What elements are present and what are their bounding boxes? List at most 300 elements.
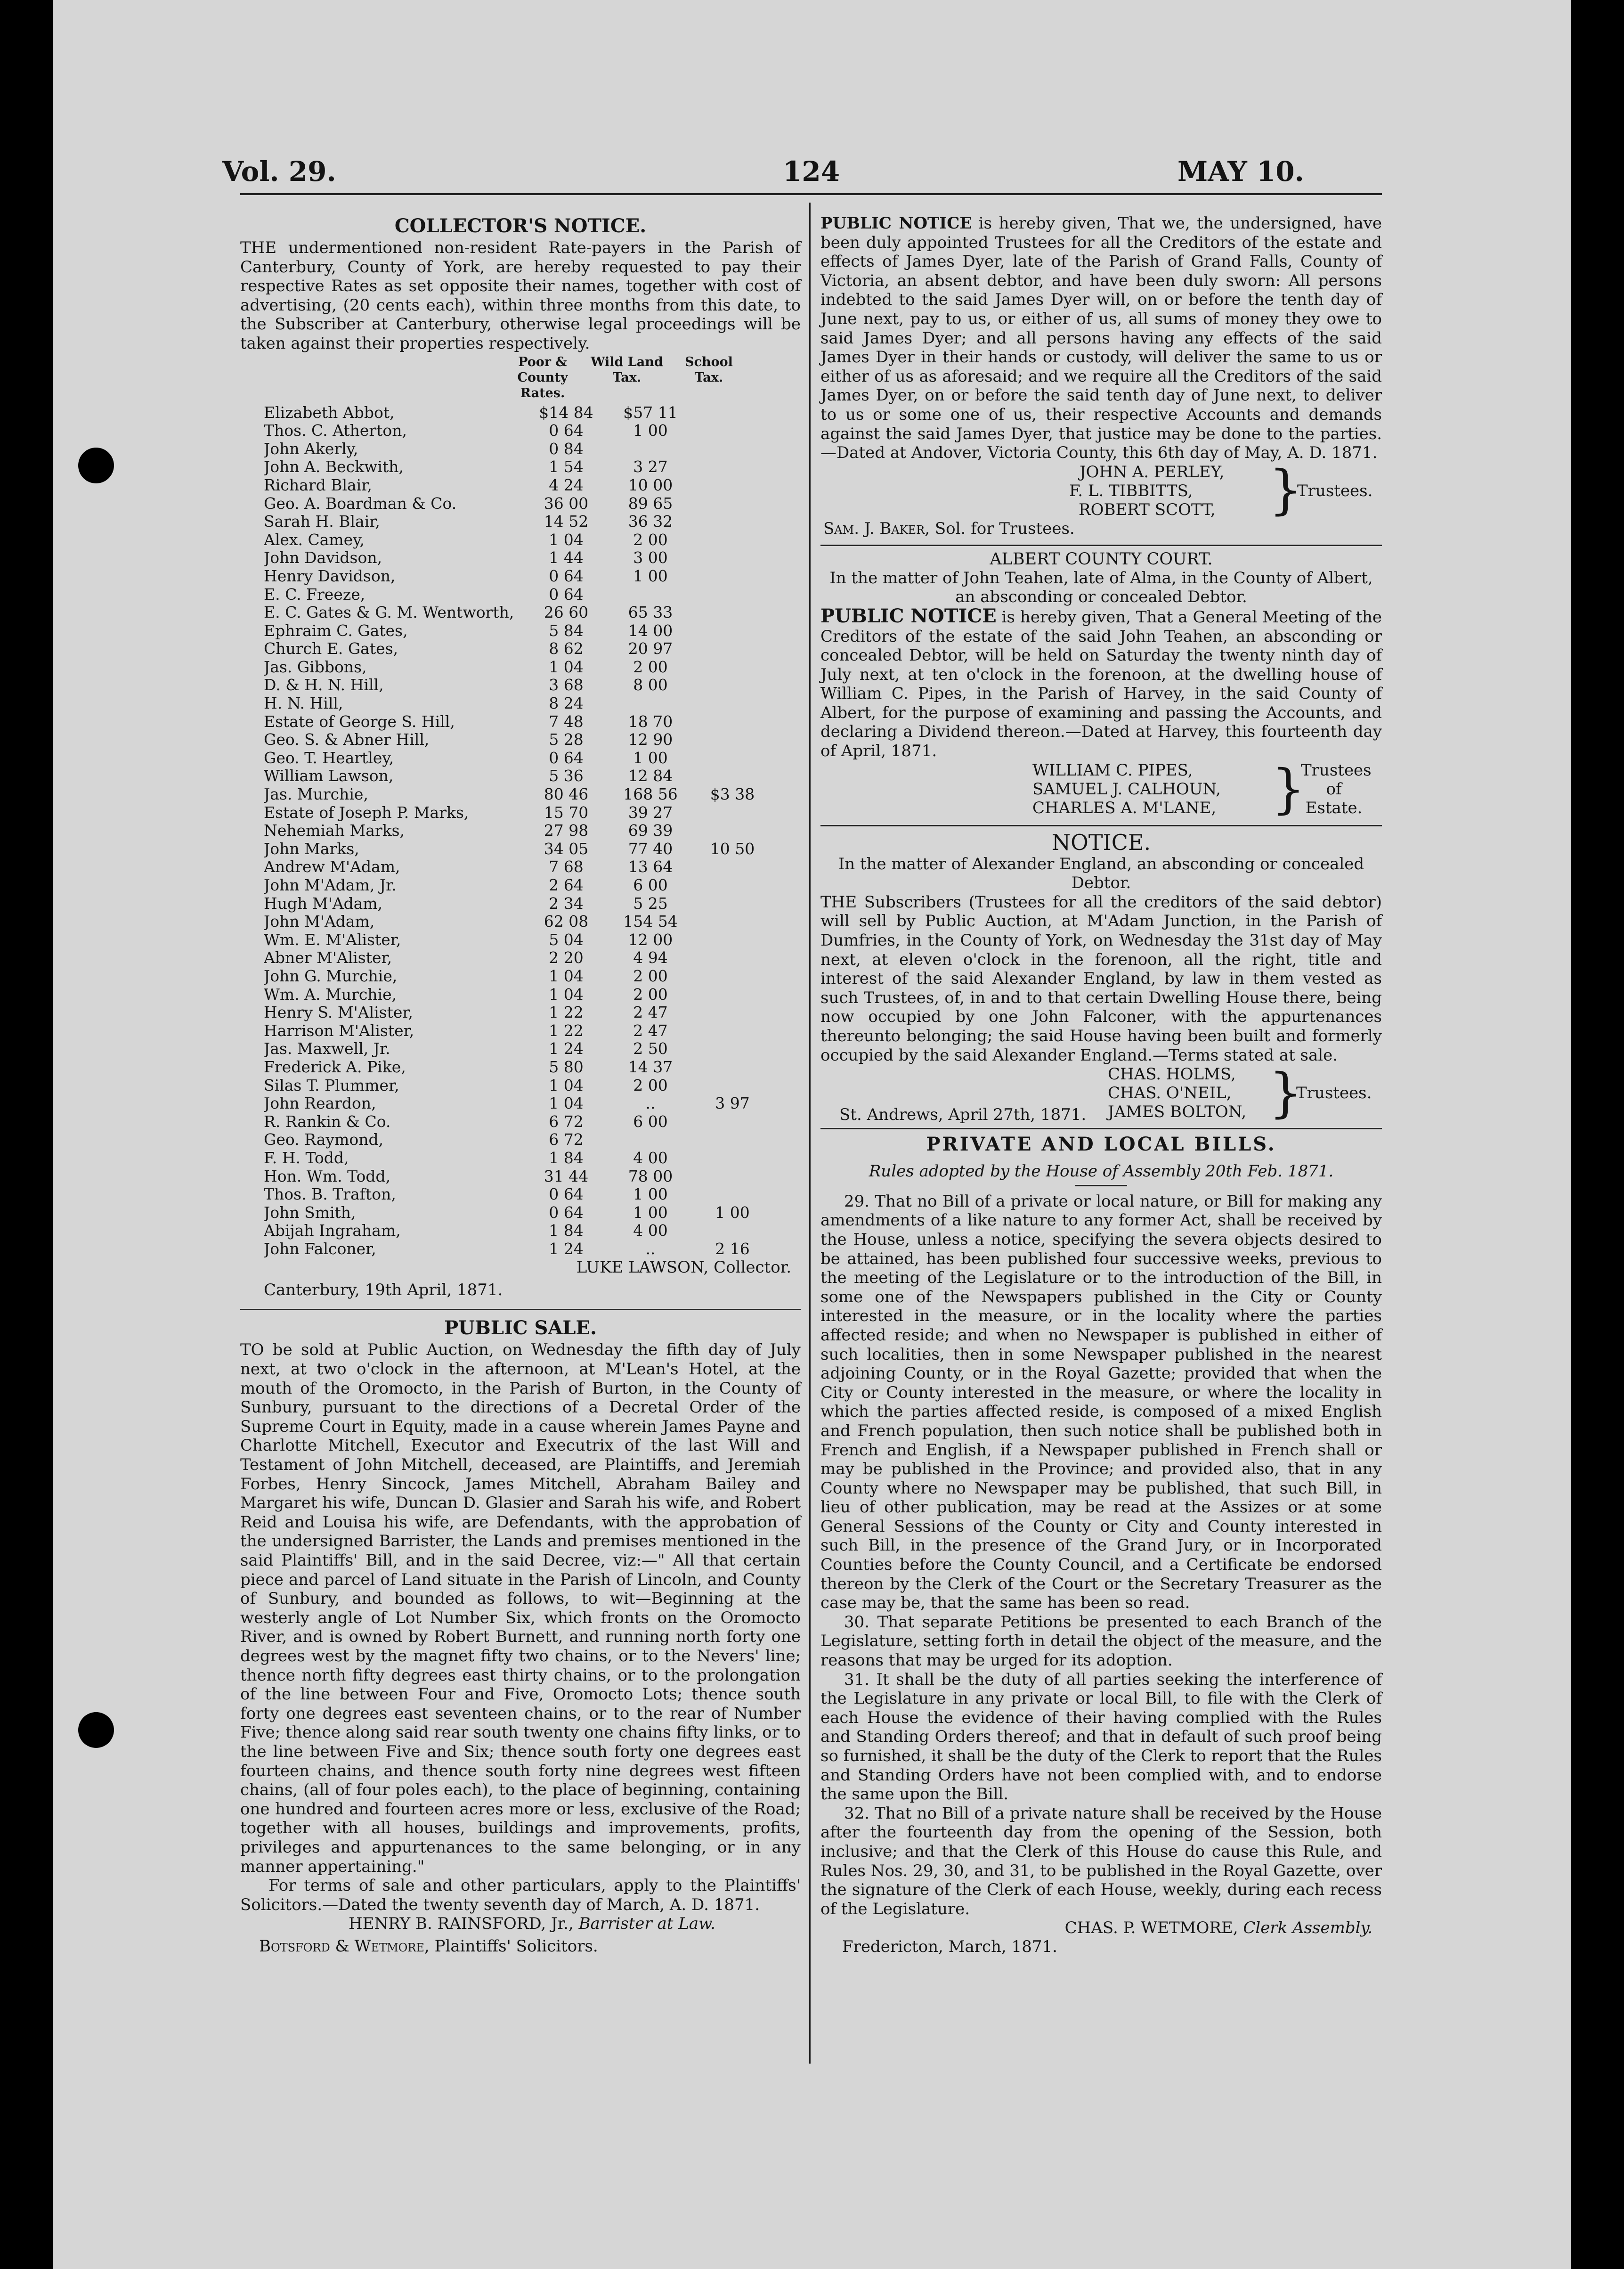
ratepayer-row <box>264 822 801 840</box>
school-tax <box>692 422 772 440</box>
ratepayer-name: John G. Murchie, <box>264 967 398 985</box>
ratepayer-row <box>264 1113 801 1131</box>
poor-county-rate: 1 04 <box>549 985 584 1004</box>
ratepayer-name: Estate of George S. Hill, <box>264 712 455 731</box>
ratepayer-row <box>264 731 801 749</box>
school-tax <box>692 713 772 731</box>
school-tax: 3 97 <box>715 1094 750 1113</box>
wild-land-tax: .. <box>645 1094 656 1113</box>
ratepayer-row <box>264 1222 801 1240</box>
ratepayer-row <box>264 767 801 785</box>
ratepayer-name: Hon. Wm. Todd, <box>264 1167 391 1185</box>
school-tax <box>692 658 772 677</box>
wild-land-tax <box>609 1131 692 1149</box>
rule-29: 29. That no Bill of a private or local nature, or Bill for making any amendments of a like nature to any former Act, shall be received by the House, unless a notice, specifying the severa objects desired to be attained, has been published four successive weeks, previous to the meeting of the Legislature or to the introduction of the Bill, in some one of the Newspapers published in the City or County interested in the measure, or in the locality where the parties affected reside; and when no Newspaper is published in either of such localities, then in some Newspaper published in the nearest adjoining County, or in the Royal Gazette; provided that when the City or County interested in the measure, or where the locality in which the parties affected reside, is composed of a mixed English and French population, then such notice shall be published both in French and English, if a Newspaper published in French shall or may be published in the Province; and provided also, that in any County where no Newspaper may be published, that such Bill, in lieu of other publication, may be read at the Assizes or at some General Sessions of the County or City and County interested in such Bill, in the presence of the Grand Jury, or in Incorporated Counties before the County Council, and a Certificate be endorsed thereon by the Clerk of the Court or the Secretary Treasurer as the case may be, that the same has been so read. <box>820 1192 1382 1613</box>
poor-county-rate: 8 24 <box>549 694 584 713</box>
school-tax <box>692 949 772 967</box>
trustee-name: WILLIAM C. PIPES, <box>1032 760 1193 780</box>
poor-county-rate: 0 64 <box>549 1185 584 1204</box>
school-tax <box>692 404 772 422</box>
albert-court-title: ALBERT COUNTY COURT. <box>990 549 1213 569</box>
ratepayer-name: Wm. A. Murchie, <box>264 985 397 1004</box>
school-tax: $3 38 <box>710 785 755 804</box>
divider-albert <box>820 545 1382 546</box>
collector-notice-intro: THE undermentioned non-resident Rate-payers in the Parish of Canterbury, County of York, are hereby requested to pay their respective Rates as set opposite their names, together with cost of advertising, (20 cents each), within three months from this date, to the Subscriber at Canterbury, otherwise legal proceedings will be taken against their properties respectively. <box>240 238 801 353</box>
poor-county-rate: 80 46 <box>544 785 589 804</box>
wild-land-tax: 69 39 <box>628 821 673 840</box>
school-tax <box>692 1222 772 1240</box>
school-tax <box>692 1077 772 1095</box>
school-tax <box>692 895 772 913</box>
ratepayer-row <box>264 549 801 567</box>
poor-county-rate: 15 70 <box>544 803 589 822</box>
poor-county-rate: $14 84 <box>539 403 593 422</box>
ratepayer-row <box>264 640 801 658</box>
trustee-name: ROBERT SCOTT, <box>1079 500 1216 519</box>
ratepayer-row <box>264 586 801 604</box>
ratepayer-name: John Reardon, <box>264 1094 376 1113</box>
ratepayer-row <box>264 404 801 422</box>
poor-county-rate: 6 72 <box>549 1112 584 1131</box>
school-tax <box>692 549 772 567</box>
ratepayer-name: Henry Davidson, <box>264 567 396 585</box>
ratepayer-name: Sarah H. Blair, <box>264 513 380 531</box>
ratepayer-row <box>264 676 801 694</box>
ratepayer-name: Henry S. M'Alister, <box>264 1004 414 1022</box>
england-matter: In the matter of Alexander England, an absconding or concealed Debtor. <box>838 854 1364 893</box>
poor-county-rate: 1 22 <box>549 1021 584 1040</box>
england-notice-body: THE Subscribers (Trustees for all the creditors of the said debtor) will sell by Public Auction, at M'Adam Junction, in the Parish of Dumfries, in the County of York, on Wednesday the 31st day of May next, at eleven o'clock in the forenoon, all the right, title and interest of the said Alexander England, by law in them vested as such Trustees, of, in and to that certain Dwelling House there, being now occupied by one John Falconer, with the appurtenances thereunto belonging; the said House having been built and formerly occupied by the said Alexander England.—Terms stated at sale. <box>820 892 1382 1065</box>
wild-land-tax: 18 70 <box>628 712 673 731</box>
binder-hole-bottom <box>78 1712 114 1748</box>
collector-signature: LUKE LAWSON, Collector. <box>576 1258 791 1277</box>
poor-county-rate: 1 04 <box>549 657 584 676</box>
poor-county-rate: 4 24 <box>549 475 584 494</box>
wild-land-tax: 14 37 <box>628 1057 673 1076</box>
ratepayer-row <box>264 567 801 586</box>
trustee-name: CHARLES A. M'LANE, <box>1032 798 1217 817</box>
poor-county-rate: 1 84 <box>549 1148 584 1167</box>
ratepayer-name: Geo. A. Boardman & Co. <box>264 494 457 513</box>
school-tax <box>692 513 772 531</box>
wild-land-tax: 2 47 <box>633 1003 668 1022</box>
school-tax <box>692 567 772 586</box>
wild-land-tax: 1 00 <box>633 566 668 585</box>
wild-land-tax <box>609 694 692 713</box>
school-tax <box>692 1185 772 1204</box>
wild-land-tax: 2 47 <box>633 1021 668 1040</box>
ratepayer-row <box>264 1077 801 1095</box>
ratepayer-row <box>264 476 801 495</box>
school-tax: 1 00 <box>715 1203 750 1222</box>
ratepayer-name: Frederick A. Pike, <box>264 1058 406 1076</box>
ratepayer-name: John Davidson, <box>264 549 382 567</box>
poor-county-rate: 34 05 <box>544 839 589 858</box>
poor-county-rate: 1 04 <box>549 530 584 549</box>
england-notice-title: NOTICE. <box>1051 829 1151 855</box>
wild-land-tax: 1 00 <box>633 421 668 440</box>
ratepayer-row <box>264 785 801 804</box>
school-tax <box>692 476 772 495</box>
school-tax <box>692 440 772 458</box>
short-rule <box>1075 1185 1127 1186</box>
wild-land-tax: 6 00 <box>633 1112 668 1131</box>
trustees-role: Trustees. <box>1296 1084 1372 1103</box>
ratepayer-row <box>264 622 801 640</box>
wild-land-tax: 2 00 <box>633 1076 668 1094</box>
header-poor-county: Poor & County Rates. <box>517 354 568 400</box>
poor-county-rate: 5 36 <box>549 767 584 785</box>
ratepayer-name: Richard Blair, <box>264 476 372 494</box>
ratepayer-name: Jas. Gibbons, <box>264 658 367 676</box>
school-tax <box>692 495 772 513</box>
school-tax <box>692 586 772 604</box>
school-tax <box>692 931 772 949</box>
collector-dateline: Canterbury, 19th April, 1871. <box>264 1281 503 1300</box>
binder-hole-top <box>78 448 114 483</box>
ratepayer-name: E. C. Gates & G. M. Wentworth, <box>264 604 514 622</box>
ratepayer-row <box>264 1094 801 1113</box>
public-sale-title: PUBLIC SALE. <box>444 1317 597 1339</box>
school-tax <box>692 1167 772 1186</box>
wild-land-tax: 168 56 <box>623 785 678 804</box>
ratepayer-row <box>264 440 801 458</box>
wild-land-tax: 12 00 <box>628 930 673 949</box>
school-tax <box>692 1022 772 1040</box>
ratepayer-name: Wm. E. M'Alister, <box>264 930 401 949</box>
ratepayer-name: John Smith, <box>264 1203 356 1222</box>
clerk-signature: CHAS. P. WETMORE, Clerk Assembly. <box>1064 1918 1372 1938</box>
school-tax <box>692 1040 772 1058</box>
ratepayer-name: Jas. Maxwell, Jr. <box>264 1040 390 1058</box>
role-line: Trustees <box>1301 760 1372 780</box>
wild-land-tax: 2 00 <box>633 657 668 676</box>
ratepayer-row <box>264 931 801 949</box>
poor-county-rate: 2 20 <box>549 948 584 967</box>
ratepayer-row <box>264 1167 801 1186</box>
ratepayer-name: D. & H. N. Hill, <box>264 676 384 694</box>
poor-county-rate: 5 80 <box>549 1057 584 1076</box>
albert-trustees <box>820 758 1382 820</box>
ratepayer-name: Ephraim C. Gates, <box>264 621 408 640</box>
wild-land-tax: 12 84 <box>628 767 673 785</box>
dyer-solicitor: Sam. J. Baker, Sol. for Trustees. <box>823 519 1075 538</box>
poor-county-rate: 36 00 <box>544 494 589 513</box>
ratepayer-name: Abijah Ingraham, <box>264 1222 401 1240</box>
poor-county-rate: 62 08 <box>544 912 589 931</box>
brace: } <box>1272 758 1306 820</box>
school-tax <box>692 1149 772 1167</box>
poor-county-rate: 5 84 <box>549 621 584 640</box>
wild-land-tax: 8 00 <box>633 676 668 694</box>
wild-land-tax <box>609 586 692 604</box>
trustee-name: CHAS. HOLMS, <box>1108 1065 1236 1084</box>
ratepayer-row <box>264 749 801 767</box>
school-tax <box>692 1113 772 1131</box>
school-tax <box>692 876 772 895</box>
ratepayer-name: Thos. B. Trafton, <box>264 1185 396 1204</box>
school-tax <box>692 749 772 767</box>
ratepayer-row <box>264 1149 801 1167</box>
volume-label: Vol. 29. <box>222 155 336 188</box>
poor-county-rate: 0 84 <box>549 439 584 458</box>
date-label: MAY 10. <box>1177 155 1304 188</box>
wild-land-tax: 6 00 <box>633 876 668 894</box>
private-bills-title: PRIVATE AND LOCAL BILLS. <box>926 1133 1276 1156</box>
header-wild-land: Wild Land Tax. <box>591 354 663 385</box>
poor-county-rate: 0 64 <box>549 566 584 585</box>
ratepayer-row <box>264 422 801 440</box>
ratepayer-name: E. C. Freeze, <box>264 585 365 604</box>
dyer-trustees <box>820 459 1382 521</box>
school-tax <box>692 604 772 622</box>
wild-land-tax: 1 00 <box>633 1203 668 1222</box>
poor-county-rate: 1 84 <box>549 1221 584 1240</box>
wild-land-tax: 12 90 <box>628 730 673 749</box>
ratepayer-row <box>264 1131 801 1149</box>
ratepayer-name: John Akerly, <box>264 440 358 458</box>
ratepayer-name: Hugh M'Adam, <box>264 894 383 913</box>
school-tax <box>692 804 772 822</box>
trustees-role: Trustees. <box>1297 481 1373 500</box>
school-tax <box>692 767 772 785</box>
school-tax <box>692 694 772 713</box>
poor-county-rate: 7 68 <box>549 857 584 876</box>
school-tax <box>692 1004 772 1022</box>
header-school: School Tax. <box>685 354 733 385</box>
ratepayer-name: John Falconer, <box>264 1240 376 1258</box>
ratepayer-name: Alex. Camey, <box>264 531 365 549</box>
wild-land-tax: 154 54 <box>623 912 678 931</box>
school-tax <box>692 822 772 840</box>
ratepayer-row <box>264 531 801 549</box>
poor-county-rate: 7 48 <box>549 712 584 731</box>
poor-county-rate: 1 22 <box>549 1003 584 1022</box>
school-tax: 10 50 <box>710 839 755 858</box>
ratepayer-name: H. N. Hill, <box>264 694 343 713</box>
ratepayer-name: William Lawson, <box>264 767 394 785</box>
dyer-notice-body: PUBLIC NOTICE is hereby given, That we, the undersigned, have been duly appointed Trustees for all the Creditors of the estate and effects of James Dyer, late of the Parish of Grand Falls, County of Victoria, an absent debtor, and have been duly sworn: All persons indebted to the said James Dyer will, on or before the tenth day of June next, pay to us, or either of us, all sums of money they owe to said James Dyer; and all persons having any effects of the said James Dyer in their hands or custody, will deliver the same to us or either of us as aforesaid; and we require all the Creditors of the said James Dyer, on or before the said tenth day of June next, to deliver to us or some one of us, their respective Accounts and demands against the said James Dyer, that justice may be done to the parties.—Dated at Andover, Victoria County, this 6th day of May, A. D. 1871. <box>820 214 1382 463</box>
poor-county-rate: 8 62 <box>549 639 584 658</box>
poor-county-rate: 1 04 <box>549 966 584 985</box>
left-column <box>240 214 801 1956</box>
brace: } <box>1269 459 1303 521</box>
page-number: 124 <box>783 155 840 188</box>
trustee-name: JOHN A. PERLEY, <box>1080 462 1225 482</box>
poor-county-rate: 6 72 <box>549 1130 584 1149</box>
ratepayer-row <box>264 895 801 913</box>
school-tax <box>692 731 772 749</box>
ratepayer-name: John A. Beckwith, <box>264 458 404 476</box>
trustee-name: F. L. TIBBITTS, <box>1069 481 1193 500</box>
poor-county-rate: 2 64 <box>549 876 584 894</box>
wild-land-tax: 2 00 <box>633 985 668 1004</box>
ratepayer-row <box>264 1185 801 1204</box>
ratepayer-name: Geo. T. Heartley, <box>264 749 394 767</box>
ratepayer-row <box>264 1022 801 1040</box>
wild-land-tax: 13 64 <box>628 857 673 876</box>
school-tax <box>692 967 772 986</box>
header-rule <box>240 193 1382 195</box>
wild-land-tax: 14 00 <box>628 621 673 640</box>
wild-land-tax: 78 00 <box>628 1167 673 1185</box>
ratepayer-name: F. H. Todd, <box>264 1149 349 1167</box>
rule-32: 32. That no Bill of a private nature shall be received by the House after the fourteenth day from the opening of the Session, both inclusive; and that the Clerk of this House do cause this Rule, and Rules Nos. 29, 30, and 31, to be published in the Royal Gazette, over the signature of the Clerk of each House, weekly, during each recess of the Legislature. <box>820 1804 1382 1918</box>
ratepayer-row <box>264 513 801 531</box>
ratepayer-row <box>264 949 801 967</box>
ratepayer-name: Abner M'Alister, <box>264 949 392 967</box>
ratepayer-row <box>264 713 801 731</box>
wild-land-tax <box>609 440 692 458</box>
ratepayer-table <box>264 404 801 1258</box>
poor-county-rate: 0 64 <box>549 421 584 440</box>
ratepayer-row <box>264 840 801 858</box>
wild-land-tax: 1 00 <box>633 748 668 767</box>
right-column <box>820 214 1382 1956</box>
ratepayer-row <box>264 1240 801 1258</box>
wild-land-tax: 36 32 <box>628 512 673 531</box>
wild-land-tax: $57 11 <box>623 403 678 422</box>
wild-land-tax: .. <box>645 1239 656 1258</box>
ratepayer-row <box>264 658 801 677</box>
wild-land-tax: 10 00 <box>628 475 673 494</box>
ratepayer-name: Church E. Gates, <box>264 640 398 658</box>
poor-county-rate: 1 04 <box>549 1076 584 1094</box>
school-tax <box>692 640 772 658</box>
wild-land-tax: 2 50 <box>633 1039 668 1058</box>
poor-county-rate: 0 64 <box>549 748 584 767</box>
wild-land-tax: 77 40 <box>628 839 673 858</box>
trustee-name: CHAS. O'NEIL, <box>1108 1084 1232 1103</box>
poor-county-rate: 3 68 <box>549 676 584 694</box>
wild-land-tax: 1 00 <box>633 1185 668 1204</box>
divider-public-sale <box>240 1309 801 1310</box>
role-line: of <box>1326 779 1342 799</box>
public-sale-body: TO be sold at Public Auction, on Wednesday the fifth day of July next, at two o'clock in the afternoon, at M'Lean's Hotel, at the mouth of the Oromocto, in the Parish of Burton, in the County of Sunbury, pursuant to the directions of a Decretal Order of the Supreme Court in Equity, made in a cause wherein James Payne and Charlotte Mitchell, Executor and Executrix of the last Will and Testament of John Mitchell, deceased, are Plaintiffs, and Jeremiah Forbes, Henry Sincock, James Mitchell, Abraham Bailey and Margaret his wife, Duncan D. Glasier and Sarah his wife, and Robert Reid and Louisa his wife, are Defendants, with the approbation of the undersigned Barrister, the Lands and premises mentioned in the said Plaintiffs' Bill, and in the said Decree, viz:—" All that certain piece and parcel of Land situate in the Parish of Lincoln, and County of Sunbury, and bounded as follows, to wit—Beginning at the westerly angle of Lot Number Six, which fronts on the Oromocto River, and is owned by Robert Burnett, and running north forty one degrees west by the magnet fifty two chains, or to the Nevers' line; thence north fifty degrees east thirty chains, or to the prolongation of the line between Four and Five, Oromocto Lots; thence south forty one degrees east seventeen chains, or to the rear of Number Five; thence along said rear south twenty one chains fifty links, or to the line between Five and Six; thence south forty one degrees east fourteen chains, and thence south forty nine degrees west fifteen chains, (all of four poles each), to the place of beginning, containing one hundred and fourteen acres more or less, exclusive of the Road; together with all houses, buildings and improvements, profits, privileges and appurtenances to the same belonging, or in any manner appertaining." <box>240 1340 801 1876</box>
poor-county-rate: 1 44 <box>549 548 584 567</box>
trustee-name: SAMUEL J. CALHOUN, <box>1032 779 1221 799</box>
wild-land-tax: 89 65 <box>628 494 673 513</box>
ratepayer-name: Jas. Murchie, <box>264 785 368 804</box>
divider-notice <box>820 825 1382 826</box>
school-tax <box>692 531 772 549</box>
poor-county-rate: 27 98 <box>544 821 589 840</box>
ratepayer-name: Nehemiah Marks, <box>264 822 405 840</box>
school-tax <box>692 458 772 476</box>
collector-table-header <box>240 354 801 401</box>
england-dateline: St. Andrews, April 27th, 1871. <box>839 1105 1087 1125</box>
ratepayer-name: John M'Adam, <box>264 913 375 931</box>
ratepayer-row <box>264 1058 801 1077</box>
ratepayer-row <box>264 458 801 476</box>
trustee-name: JAMES BOLTON, <box>1108 1102 1247 1122</box>
ratepayer-row <box>264 876 801 895</box>
ratepayer-row <box>264 694 801 713</box>
poor-county-rate: 2 34 <box>549 894 584 913</box>
poor-county-rate: 5 28 <box>549 730 584 749</box>
poor-county-rate: 1 54 <box>549 457 584 476</box>
wild-land-tax: 39 27 <box>628 803 673 822</box>
wild-land-tax: 4 00 <box>633 1221 668 1240</box>
wild-land-tax: 4 94 <box>633 948 668 967</box>
collector-notice-title: COLLECTOR'S NOTICE. <box>394 215 647 237</box>
ratepayer-name: Andrew M'Adam, <box>264 858 400 876</box>
ratepayer-name: Thos. C. Atherton, <box>264 422 407 440</box>
ratepayer-name: Elizabeth Abbot, <box>264 403 395 422</box>
albert-matter: In the matter of John Teahen, late of Alma, in the County of Albert, an absconding or concealed Debtor. <box>829 568 1373 607</box>
wild-land-tax: 3 00 <box>633 548 668 567</box>
ratepayer-name: John M'Adam, Jr. <box>264 876 397 894</box>
poor-county-rate: 31 44 <box>544 1167 589 1185</box>
role-line: Estate. <box>1305 798 1363 817</box>
ratepayer-name: Estate of Joseph P. Marks, <box>264 803 469 822</box>
england-trustees <box>820 1062 1382 1125</box>
ratepayer-row <box>264 604 801 622</box>
wild-land-tax: 4 00 <box>633 1148 668 1167</box>
ratepayer-name: John Marks, <box>264 840 359 858</box>
ratepayer-row <box>264 495 801 513</box>
ratepayer-name: R. Rankin & Co. <box>264 1112 391 1131</box>
public-sale-terms: For terms of sale and other particulars, apply to the Plaintiffs' Solicitors.—Dated the twenty seventh day of March, A. D. 1871. <box>240 1876 801 1914</box>
bills-dateline: Fredericton, March, 1871. <box>842 1937 1057 1957</box>
poor-county-rate: 1 04 <box>549 1094 584 1113</box>
bills-subtitle: Rules adopted by the House of Assembly 20th Feb. 1871. <box>869 1162 1334 1181</box>
school-tax <box>692 858 772 876</box>
school-tax <box>692 622 772 640</box>
poor-county-rate: 26 60 <box>544 603 589 622</box>
ratepayer-row <box>264 804 801 822</box>
poor-county-rate: 0 64 <box>549 585 584 604</box>
wild-land-tax: 5 25 <box>633 894 668 913</box>
wild-land-tax: 20 97 <box>628 639 673 658</box>
school-tax <box>692 1131 772 1149</box>
ratepayer-name: Geo. Raymond, <box>264 1131 384 1149</box>
school-tax <box>692 1058 772 1077</box>
albert-notice-body: PUBLIC NOTICE is hereby given, That a General Meeting of the Creditors of the estate of the said John Teahen, an absconding or concealed Debtor, will be held on Saturday the twenty ninth day of July next, at ten o'clock in the forenoon, at the dwelling house of William C. Pipes, in the Parish of Harvey, in the said County of Albert, for the purpose of examining and passing the Accounts, and declaring a Dividend thereon.—Dated at Harvey, this fourteenth day of April, 1871. <box>820 604 1382 761</box>
school-tax <box>692 676 772 694</box>
ratepayer-name: Geo. S. & Abner Hill, <box>264 731 430 749</box>
ratepayer-row <box>264 858 801 876</box>
poor-county-rate: 1 24 <box>549 1239 584 1258</box>
divider-bills <box>820 1128 1382 1129</box>
poor-county-rate: 5 04 <box>549 930 584 949</box>
brace: } <box>1269 1062 1303 1124</box>
school-tax: 2 16 <box>715 1239 750 1258</box>
wild-land-tax: 65 33 <box>628 603 673 622</box>
public-sale-barrister: HENRY B. RAINSFORD, Jr., Barrister at Law. <box>349 1914 715 1934</box>
wild-land-tax: 2 00 <box>633 530 668 549</box>
ratepayer-row <box>264 1040 801 1058</box>
rule-31: 31. It shall be the duty of all parties seeking the interference of the Legislature in any private or local Bill, to file with the Clerk of each House the evidence of their having complied with the Rules and Standing Orders thereof; and that in default of such proof being so furnished, it shall be the duty of the Clerk to report that the Rules and Standing Orders have not been complied with, and to endorse the same upon the Bill. <box>820 1670 1382 1804</box>
public-sale-solicitors: Botsford & Wetmore, Plaintiffs' Solicitors. <box>259 1937 598 1956</box>
poor-county-rate: 14 52 <box>544 512 589 531</box>
poor-county-rate: 0 64 <box>549 1203 584 1222</box>
ratepayer-name: Silas T. Plummer, <box>264 1076 399 1094</box>
rule-30: 30. That separate Petitions be presented to each Branch of the Legislature, setting forth in detail the object of the measure, and the reasons that may be urged for its adoption. <box>820 1612 1382 1670</box>
ratepayer-row <box>264 913 801 931</box>
column-divider <box>809 203 811 2064</box>
ratepayer-row <box>264 1204 801 1222</box>
wild-land-tax: 3 27 <box>633 457 668 476</box>
ratepayer-row <box>264 986 801 1004</box>
wild-land-tax: 2 00 <box>633 966 668 985</box>
ratepayer-row <box>264 1004 801 1022</box>
poor-county-rate: 1 24 <box>549 1039 584 1058</box>
ratepayer-name: Harrison M'Alister, <box>264 1021 414 1040</box>
school-tax <box>692 913 772 931</box>
school-tax <box>692 986 772 1004</box>
newspaper-sheet <box>53 0 1571 2269</box>
